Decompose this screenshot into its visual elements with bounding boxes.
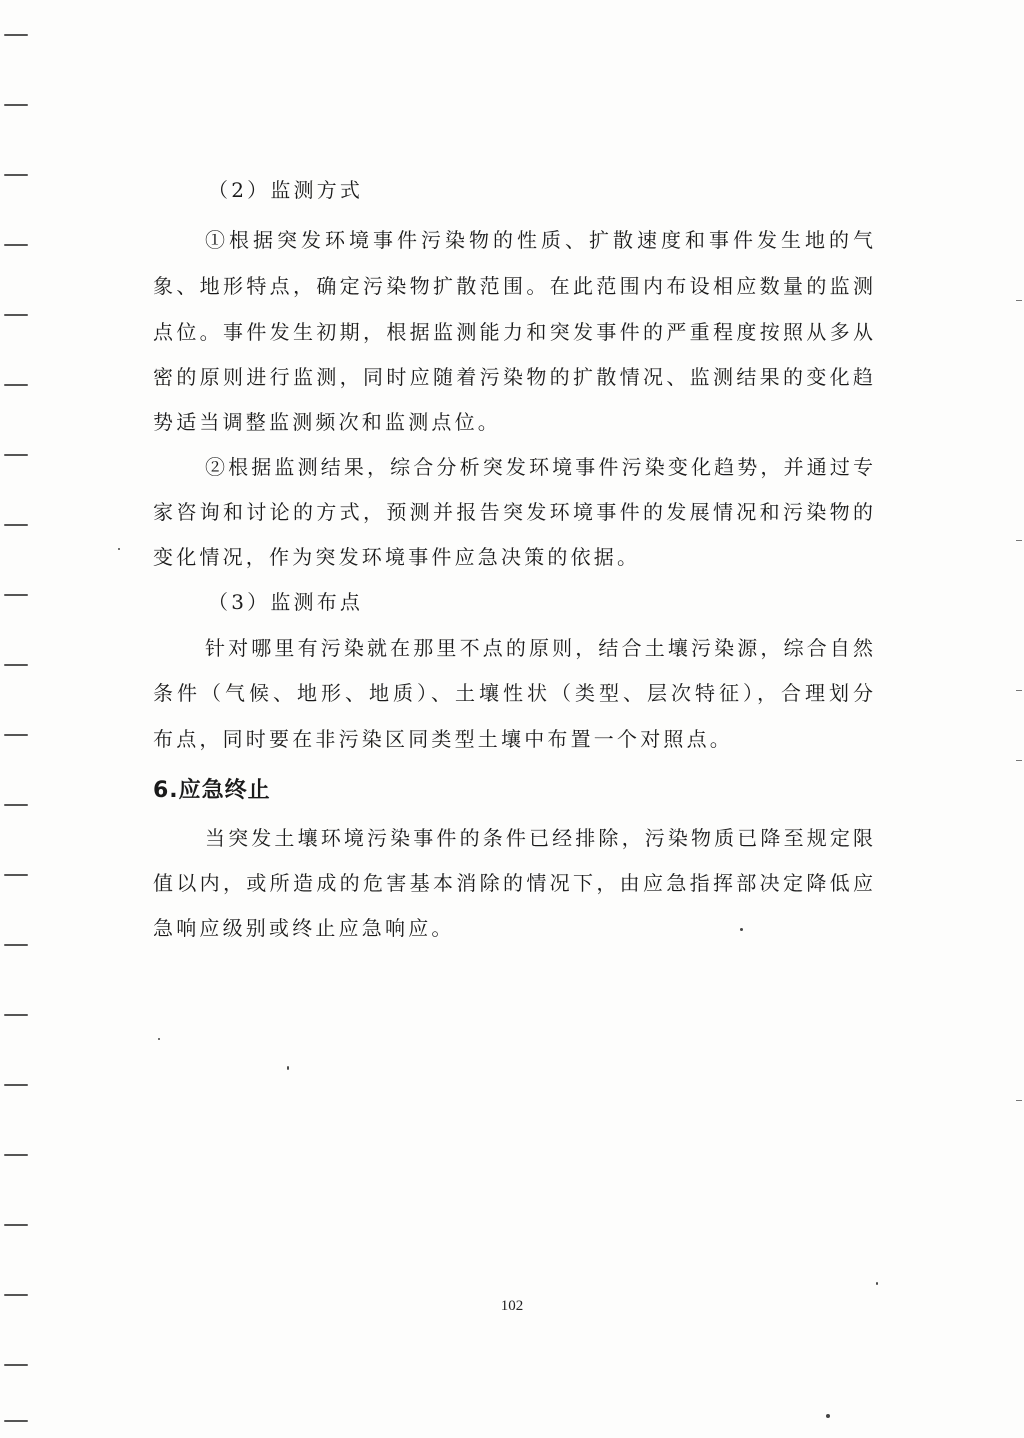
sub2-p2-line-2: 家咨询和讨论的方式，预测并报告突发环境事件的发展情况和污染物的 — [153, 500, 873, 524]
sub2-p1-line-2: 象、地形特点，确定污染物扩散范围。在此范围内布设相应数量的监测 — [153, 274, 873, 298]
subsection-2-title: （2）监测方式 — [208, 178, 364, 202]
scan-speck — [876, 1282, 878, 1285]
scan-speck — [740, 928, 743, 931]
sub2-p2-line-1: ②根据监测结果，综合分析突发环境事件污染变化趋势，并通过专 — [205, 455, 873, 479]
scan-speck — [826, 1414, 830, 1418]
sub3-p1-line-2: 条件（气候、地形、地质）、土壤性状（类型、层次特征），合理划分 — [153, 681, 873, 705]
binding-hole-marks — [0, 0, 40, 1438]
sub2-p1-line-4: 密的原则进行监测，同时应随着污染物的扩散情况、监测结果的变化趋 — [153, 365, 873, 389]
sub3-p1-line-3: 布点，同时要在非污染区同类型土壤中布置一个对照点。 — [153, 727, 733, 751]
sub3-p1-line-1: 针对哪里有污染就在那里不点的原则，结合土壤污染源，综合自然 — [205, 636, 873, 660]
scan-speck — [118, 548, 120, 550]
page-number: 102 — [500, 1298, 524, 1314]
sec6-p1-line-2: 值以内，或所造成的危害基本消除的情况下，由应急指挥部决定降低应 — [153, 871, 873, 895]
section-6-heading: 6.应急终止 — [153, 778, 271, 803]
sec6-p1-line-1: 当突发土壤环境污染事件的条件已经排除，污染物质已降至规定限 — [205, 826, 873, 850]
subsection-3-title: （3）监测布点 — [208, 590, 364, 614]
sub2-p2-line-3: 变化情况，作为突发环境事件应急决策的依据。 — [153, 545, 641, 569]
sub2-p1-line-5: 势适当调整监测频次和监测点位。 — [153, 410, 501, 434]
scan-speck — [158, 1038, 160, 1040]
sub2-p1-line-3: 点位。事件发生初期，根据监测能力和突发事件的严重程度按照从多从 — [153, 320, 873, 344]
scan-speck — [287, 1066, 289, 1070]
sub2-p1-line-1: ①根据突发环境事件污染物的性质、扩散速度和事件发生地的气 — [205, 228, 873, 252]
sec6-p1-line-3: 急响应级别或终止应急响应。 — [153, 916, 455, 940]
